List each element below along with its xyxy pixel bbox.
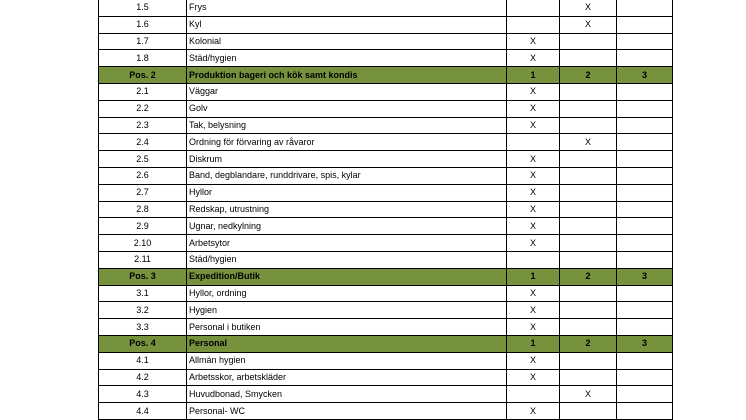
rating-1-cell: X: [507, 369, 560, 386]
rating-2-cell: [560, 369, 617, 386]
rating-3-cell: [617, 151, 673, 168]
row-description: Redskap, utrustning: [187, 201, 507, 218]
row-number: 4.1: [99, 352, 187, 369]
row-description: Personal: [187, 335, 507, 352]
row-description: Huvudbonad, Smycken: [187, 386, 507, 403]
rating-2-cell: X: [560, 16, 617, 33]
rating-3-cell: [617, 302, 673, 319]
table-row: [99, 50, 673, 67]
rating-2-cell: [560, 151, 617, 168]
row-number: Pos. 3: [99, 268, 187, 285]
row-description: Kyl: [187, 16, 507, 33]
row-number: Pos. 2: [99, 67, 187, 84]
rating-1-cell: [507, 16, 560, 33]
rating-1-cell: X: [507, 151, 560, 168]
row-number: 3.1: [99, 285, 187, 302]
table-row: [99, 302, 673, 319]
rating-1-cell: 1: [507, 67, 560, 84]
row-number: 1.8: [99, 50, 187, 67]
inspection-table: [98, 0, 673, 420]
rating-2-cell: [560, 352, 617, 369]
table-row: [99, 100, 673, 117]
table-row: [99, 184, 673, 201]
table-row: [99, 201, 673, 218]
rating-3-cell: [617, 369, 673, 386]
rating-2-cell: [560, 83, 617, 100]
rating-2-cell: 2: [560, 268, 617, 285]
rating-3-cell: 3: [617, 268, 673, 285]
table-row: [99, 251, 673, 268]
row-description: Diskrum: [187, 151, 507, 168]
rating-2-cell: [560, 218, 617, 235]
row-description: Kolonial: [187, 33, 507, 50]
rating-3-cell: [617, 0, 673, 16]
rating-3-cell: [617, 83, 673, 100]
rating-3-cell: [617, 184, 673, 201]
rating-3-cell: [617, 117, 673, 134]
rating-2-cell: X: [560, 386, 617, 403]
rating-3-cell: [617, 134, 673, 151]
rating-1-cell: [507, 134, 560, 151]
row-description: Städ/hygien: [187, 251, 507, 268]
rating-2-cell: [560, 33, 617, 50]
section-header-row: [99, 67, 673, 84]
table-row: [99, 33, 673, 50]
table-row: [99, 369, 673, 386]
row-description: Tak, belysning: [187, 117, 507, 134]
rating-1-cell: [507, 386, 560, 403]
row-number: 2.10: [99, 235, 187, 252]
row-description: Hyllor: [187, 184, 507, 201]
row-number: 2.2: [99, 100, 187, 117]
rating-1-cell: X: [507, 117, 560, 134]
table-row: [99, 16, 673, 33]
rating-3-cell: [617, 201, 673, 218]
rating-1-cell: 1: [507, 335, 560, 352]
rating-3-cell: 3: [617, 67, 673, 84]
rating-1-cell: X: [507, 184, 560, 201]
row-number: Pos. 4: [99, 335, 187, 352]
rating-3-cell: [617, 386, 673, 403]
table-row: [99, 0, 673, 16]
rating-1-cell: X: [507, 403, 560, 420]
section-header-row: [99, 268, 673, 285]
rating-2-cell: [560, 319, 617, 336]
rating-2-cell: X: [560, 0, 617, 16]
rating-2-cell: [560, 100, 617, 117]
row-description: Arbetsskor, arbetskläder: [187, 369, 507, 386]
table-row: [99, 319, 673, 336]
rating-3-cell: [617, 33, 673, 50]
row-number: 1.5: [99, 0, 187, 16]
table-row: [99, 386, 673, 403]
rating-1-cell: X: [507, 167, 560, 184]
table-row: [99, 134, 673, 151]
rating-3-cell: [617, 235, 673, 252]
row-number: 2.1: [99, 83, 187, 100]
rating-1-cell: X: [507, 319, 560, 336]
row-description: Personal- WC: [187, 403, 507, 420]
table-row: [99, 151, 673, 168]
row-number: 3.3: [99, 319, 187, 336]
rating-3-cell: [617, 352, 673, 369]
rating-2-cell: X: [560, 134, 617, 151]
row-number: 4.2: [99, 369, 187, 386]
rating-2-cell: 2: [560, 67, 617, 84]
rating-3-cell: [617, 403, 673, 420]
rating-1-cell: X: [507, 50, 560, 67]
row-description: Band, degblandare, runddrivare, spis, kylar: [187, 167, 507, 184]
row-number: 4.4: [99, 403, 187, 420]
row-number: 2.8: [99, 201, 187, 218]
row-description: Produktion bageri och kök samt kondis: [187, 67, 507, 84]
table-row: [99, 117, 673, 134]
rating-2-cell: [560, 201, 617, 218]
row-description: Arbetsytor: [187, 235, 507, 252]
row-number: 2.4: [99, 134, 187, 151]
rating-2-cell: [560, 50, 617, 67]
rating-3-cell: [617, 50, 673, 67]
section-header-row: [99, 335, 673, 352]
rating-2-cell: [560, 184, 617, 201]
table-row: [99, 285, 673, 302]
rating-2-cell: [560, 167, 617, 184]
rating-1-cell: [507, 251, 560, 268]
table-row: [99, 352, 673, 369]
row-description: Hygien: [187, 302, 507, 319]
table-row: [99, 235, 673, 252]
rating-3-cell: [617, 218, 673, 235]
rating-2-cell: [560, 403, 617, 420]
row-number: 3.2: [99, 302, 187, 319]
row-number: 1.7: [99, 33, 187, 50]
row-description: Frys: [187, 0, 507, 16]
rating-3-cell: [617, 251, 673, 268]
table-row: [99, 403, 673, 420]
row-description: Allmän hygien: [187, 352, 507, 369]
rating-1-cell: X: [507, 285, 560, 302]
rating-1-cell: X: [507, 83, 560, 100]
rating-3-cell: [617, 319, 673, 336]
rating-1-cell: X: [507, 100, 560, 117]
table-row: [99, 218, 673, 235]
rating-1-cell: X: [507, 201, 560, 218]
row-description: Personal i butiken: [187, 319, 507, 336]
rating-3-cell: [617, 167, 673, 184]
table-row: [99, 83, 673, 100]
row-description: Ordning för förvaring av råvaror: [187, 134, 507, 151]
rating-1-cell: X: [507, 352, 560, 369]
rating-2-cell: [560, 285, 617, 302]
rating-1-cell: X: [507, 235, 560, 252]
row-description: Ugnar, nedkylning: [187, 218, 507, 235]
rating-1-cell: X: [507, 33, 560, 50]
rating-2-cell: [560, 302, 617, 319]
row-description: Väggar: [187, 83, 507, 100]
rating-1-cell: X: [507, 302, 560, 319]
table-row: [99, 167, 673, 184]
rating-1-cell: 1: [507, 268, 560, 285]
row-number: 2.5: [99, 151, 187, 168]
row-description: Golv: [187, 100, 507, 117]
row-description: Hyllor, ordning: [187, 285, 507, 302]
row-number: 1.6: [99, 16, 187, 33]
row-description: Städ/hygien: [187, 50, 507, 67]
rating-3-cell: 3: [617, 335, 673, 352]
rating-1-cell: X: [507, 218, 560, 235]
rating-1-cell: [507, 0, 560, 16]
row-number: 2.11: [99, 251, 187, 268]
row-number: 2.3: [99, 117, 187, 134]
rating-2-cell: [560, 117, 617, 134]
row-description: Expedition/Butik: [187, 268, 507, 285]
rating-2-cell: 2: [560, 335, 617, 352]
row-number: 4.3: [99, 386, 187, 403]
rating-3-cell: [617, 16, 673, 33]
rating-3-cell: [617, 100, 673, 117]
rating-2-cell: [560, 235, 617, 252]
rating-3-cell: [617, 285, 673, 302]
rating-2-cell: [560, 251, 617, 268]
row-number: 2.7: [99, 184, 187, 201]
row-number: 2.6: [99, 167, 187, 184]
row-number: 2.9: [99, 218, 187, 235]
